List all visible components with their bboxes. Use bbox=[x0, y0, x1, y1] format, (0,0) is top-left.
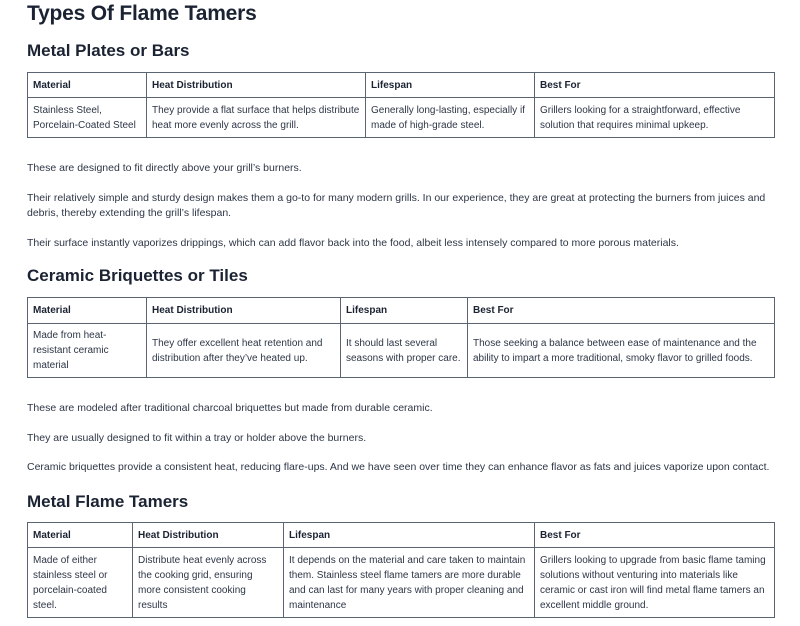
header-lifespan: Lifespan bbox=[341, 298, 468, 324]
cell-lifespan: Generally long-lasting, especially if made of high-grade steel. bbox=[366, 98, 535, 138]
table-row bbox=[28, 324, 775, 378]
paragraph: These are designed to fit directly above your grill’s burners. bbox=[27, 162, 302, 174]
cell-heat-distribution: They provide a flat surface that helps distribute heat more evenly across the grill. bbox=[147, 98, 366, 138]
cell-best-for: Grillers looking to upgrade from basic flame taming solutions without venturing into materials like ceramic or cast iron will find metal flame tamers an excellent middle ground. bbox=[535, 548, 775, 618]
header-heat-distribution: Heat Distribution bbox=[147, 298, 341, 324]
header-heat-distribution: Heat Distribution bbox=[133, 523, 284, 548]
cell-heat-distribution: Distribute heat evenly across the cooking grid, ensuring more consistent cooking results bbox=[133, 548, 284, 618]
cell-material: Stainless Steel, Porcelain-Coated Steel bbox=[28, 98, 147, 138]
table-header-row bbox=[28, 298, 775, 324]
header-lifespan: Lifespan bbox=[366, 73, 535, 98]
header-lifespan: Lifespan bbox=[284, 523, 535, 548]
header-best-for: Best For bbox=[468, 298, 775, 324]
table-header-row bbox=[28, 73, 775, 98]
cell-best-for: Grillers looking for a straightforward, effective solution that requires minimal upkeep. bbox=[535, 98, 775, 138]
header-material: Material bbox=[28, 523, 133, 548]
header-material: Material bbox=[28, 298, 147, 324]
cell-lifespan: It depends on the material and care taken to maintain them. Stainless steel flame tamers are more durable and can last for many years with proper cleaning and maintenance bbox=[284, 548, 535, 618]
cell-material: Made from heat-resistant ceramic material bbox=[28, 324, 147, 378]
section-heading-metal-flame-tamers: Metal Flame Tamers bbox=[27, 492, 189, 511]
header-material: Material bbox=[28, 73, 147, 98]
paragraph: They are usually designed to fit within a tray or holder above the burners. bbox=[27, 432, 367, 444]
header-heat-distribution: Heat Distribution bbox=[147, 73, 366, 98]
section-heading-metal-plates: Metal Plates or Bars bbox=[27, 41, 190, 60]
table-header-row bbox=[28, 523, 775, 548]
ceramic-briquettes-table bbox=[27, 297, 775, 378]
paragraph: These are modeled after traditional charcoal briquettes but made from durable ceramic. bbox=[27, 402, 433, 414]
cell-heat-distribution: They offer excellent heat retention and distribution after they’ve heated up. bbox=[147, 324, 341, 378]
metal-plates-table bbox=[27, 72, 775, 138]
header-best-for: Best For bbox=[535, 73, 775, 98]
paragraph: Their relatively simple and sturdy design makes them a go-to for many modern grills. In our experience, they are great at protecting the burners from juices and debris, thereby extending the grill’s lifespan. bbox=[27, 192, 766, 219]
page-title: Types Of Flame Tamers bbox=[27, 2, 257, 25]
table-row bbox=[28, 548, 775, 618]
cell-lifespan: It should last several seasons with proper care. bbox=[341, 324, 468, 378]
metal-flame-tamers-table bbox=[27, 522, 775, 618]
table-row bbox=[28, 98, 775, 138]
cell-best-for: Those seeking a balance between ease of maintenance and the ability to impart a more traditional, smoky flavor to grilled foods. bbox=[468, 324, 775, 378]
paragraph: Their surface instantly vaporizes drippings, which can add flavor back into the food, albeit less intensely compared to more porous materials. bbox=[27, 237, 679, 249]
header-best-for: Best For bbox=[535, 523, 775, 548]
section-heading-ceramic-briquettes: Ceramic Briquettes or Tiles bbox=[27, 266, 248, 285]
paragraph: Ceramic briquettes provide a consistent heat, reducing flare-ups. And we have seen over time they can enhance flavor as fats and juices vaporize upon contact. bbox=[27, 461, 770, 473]
cell-material: Made of either stainless steel or porcelain-coated steel. bbox=[28, 548, 133, 618]
